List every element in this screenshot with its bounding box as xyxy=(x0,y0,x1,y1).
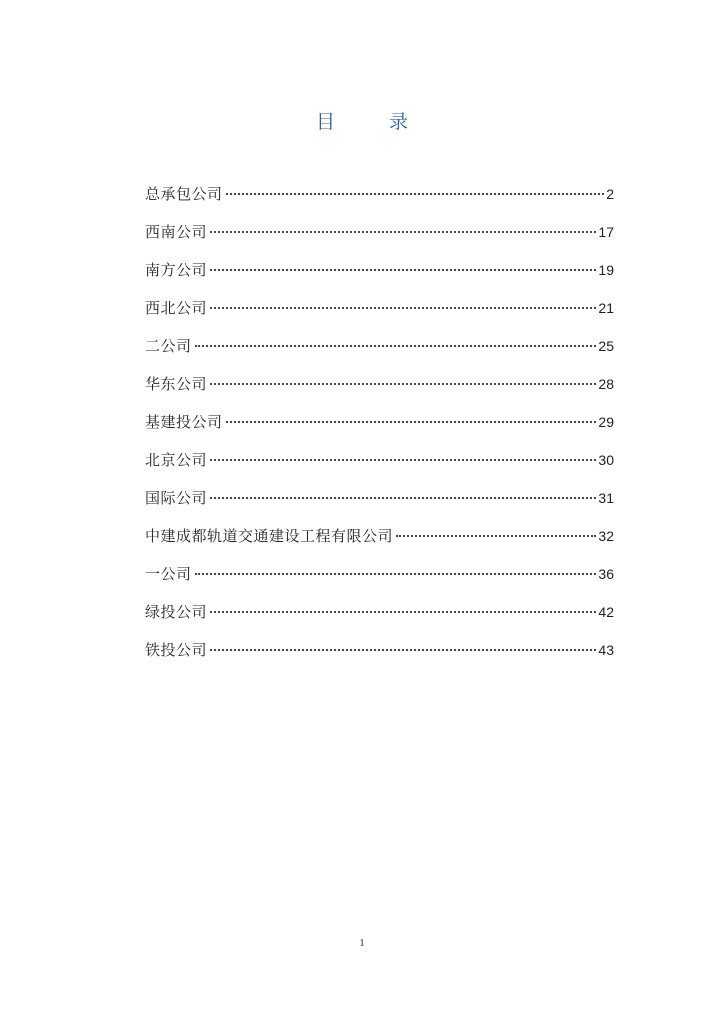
toc-dot-leader xyxy=(210,231,596,233)
toc-entry-label: 国际公司 xyxy=(145,489,208,507)
toc-entry-label: 一公司 xyxy=(145,565,192,583)
toc-dot-leader xyxy=(195,345,597,347)
toc-dot-leader xyxy=(210,383,596,385)
toc-entry[interactable] xyxy=(145,447,614,485)
toc-dot-leader xyxy=(396,535,596,537)
toc-entry-page-number: 36 xyxy=(598,566,614,582)
toc-entry[interactable] xyxy=(145,637,614,675)
toc-dot-leader xyxy=(210,307,596,309)
toc-entry[interactable] xyxy=(145,333,614,371)
toc-entry-page-number: 21 xyxy=(598,300,614,316)
toc-entry-label: 华东公司 xyxy=(145,375,208,393)
toc-entry-page-number: 25 xyxy=(598,338,614,354)
page-number: 1 xyxy=(359,938,365,949)
toc-entry[interactable] xyxy=(145,485,614,523)
toc-entry-label: 南方公司 xyxy=(145,261,208,279)
toc-entry[interactable] xyxy=(145,295,614,333)
toc-entry[interactable] xyxy=(145,523,614,561)
toc-entry[interactable] xyxy=(145,561,614,599)
toc-entry[interactable] xyxy=(145,257,614,295)
toc-entry-page-number: 42 xyxy=(598,604,614,620)
toc-entry[interactable] xyxy=(145,599,614,637)
toc-dot-leader xyxy=(210,611,596,613)
toc-dot-leader xyxy=(195,573,597,575)
toc-dot-leader xyxy=(210,649,596,651)
toc-dot-leader xyxy=(210,497,596,499)
toc-entry-label: 西北公司 xyxy=(145,299,208,317)
toc-entry-page-number: 30 xyxy=(598,452,614,468)
toc-dot-leader xyxy=(226,421,597,423)
toc-entry[interactable] xyxy=(145,219,614,257)
toc-entry-label: 西南公司 xyxy=(145,223,208,241)
toc-entry[interactable] xyxy=(145,181,614,219)
toc-entry-label: 中建成都轨道交通建设工程有限公司 xyxy=(145,527,394,545)
toc-entry-page-number: 17 xyxy=(598,224,614,240)
toc-entry-page-number: 19 xyxy=(598,262,614,278)
toc-entry-label: 绿投公司 xyxy=(145,603,208,621)
toc-entry-label: 基建投公司 xyxy=(145,413,223,431)
toc-entry-page-number: 28 xyxy=(598,376,614,392)
toc-entry-page-number: 29 xyxy=(598,414,614,430)
toc-entry-page-number: 43 xyxy=(598,642,614,658)
toc-entry-label: 北京公司 xyxy=(145,451,208,469)
toc-dot-leader xyxy=(226,193,605,195)
toc-entry-label: 铁投公司 xyxy=(145,641,208,659)
toc-entry[interactable] xyxy=(145,409,614,447)
toc-entry-page-number: 2 xyxy=(606,186,614,202)
toc-entry-label: 总承包公司 xyxy=(145,185,223,203)
toc-entry-page-number: 31 xyxy=(598,490,614,506)
toc-entry-label: 二公司 xyxy=(145,337,192,355)
toc-list xyxy=(145,181,614,675)
toc-title: 目 录 xyxy=(315,111,433,133)
toc-entry-page-number: 32 xyxy=(598,528,614,544)
toc-dot-leader xyxy=(210,269,596,271)
toc-dot-leader xyxy=(210,459,596,461)
toc-entry[interactable] xyxy=(145,371,614,409)
